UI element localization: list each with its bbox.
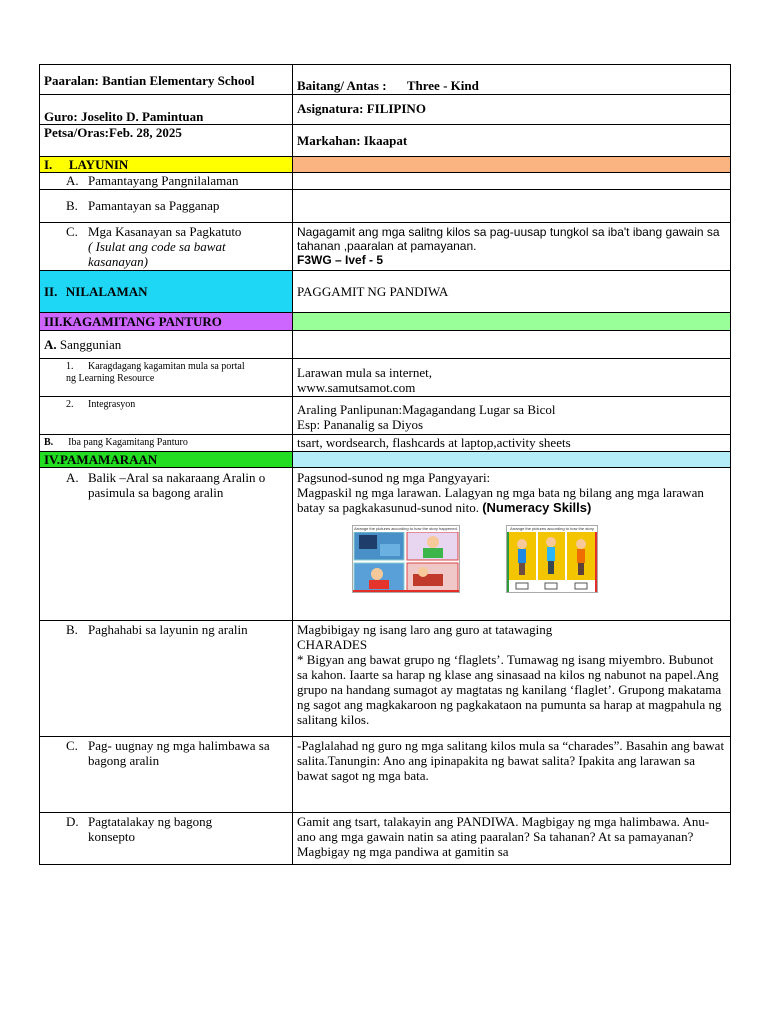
activity-pictures [297, 525, 726, 593]
pamamaraan-c-value [293, 737, 731, 813]
section-numeral: III. [44, 314, 63, 329]
resource-text: Larawan mula sa internet, [297, 365, 432, 380]
item-label: Pamantayan sa Pagganap [88, 198, 220, 213]
sequence-picture-2 [506, 525, 598, 593]
school-cell [40, 65, 293, 95]
game-instructions: * Bigyan ang bawat grupo ng ‘flaglets’. Tumawag ng isang miyembro. Bubunot sa kahon. Iaarte sa harap ng klase ang sinasaad na kilos ng nabunot na papel.Ang grupo na handang sumagot ay magtatas ng kanilang ‘flaglet’. Grupong makatama ng sagot ang magkakaroon ng pagkakataon na pumunta sa harap at magpahula ng salitang kilos. [297, 652, 722, 727]
integration-ap: Araling Panlipunan:Magagandang Lugar sa Bicol [297, 402, 556, 417]
item-number: 2. [66, 399, 74, 410]
item-label: Iba pang Kagamitang Panturo [68, 437, 188, 448]
integration-esp: Esp: Pananalig sa Diyos [297, 417, 424, 432]
topic-value: PAGGAMIT NG PANDIWA [297, 284, 449, 299]
kagamitan-b-cell [40, 435, 293, 452]
layunin-c-value [293, 223, 731, 271]
subject-value: Asignatura: FILIPINO [297, 101, 426, 116]
layunin-c-cell [40, 223, 293, 271]
lesson-plan-table [39, 64, 731, 865]
kagamitan-1-value [293, 359, 731, 397]
pamamaraan-b-cell [40, 621, 293, 737]
date-value: Petsa/Oras:Feb. 28, 2025 [44, 125, 182, 140]
example-presentation: -Paglalahad ng guro ng mga salitang kilos mula sa “charades”. Basahin ang bawat salita.Tanungin: Ano ang ipinapakita ng bawat salita? Ipakita ang larawan sa bawat sagot ng mga bata. [297, 738, 725, 783]
grade-label: Baitang/ Antas : [297, 78, 387, 93]
section-title: PAMAMARAAN [60, 452, 158, 467]
item-letter: B. [66, 622, 78, 637]
bedroom-sequence-illustration [353, 532, 459, 592]
item-label: Pagtatalakay ng bagong konsepto [88, 814, 213, 844]
section-title: LAYUNIN [68, 157, 129, 172]
item-letter: A. [66, 470, 79, 485]
item-label: Integrasyon [88, 399, 136, 410]
kagamitan-1-cell [40, 359, 293, 397]
pamamaraan-a-value [293, 468, 731, 621]
date-cell [40, 125, 293, 157]
lesson-plan-page [39, 64, 730, 865]
teacher-cell [40, 95, 293, 125]
quarter-value: Markahan: Ikaapat [297, 133, 408, 148]
pamamaraan-b-value [293, 621, 731, 737]
section-nilalaman-header [40, 271, 293, 313]
discussion-text: Gamit ang tsart, talakayin ang PANDIWA. Magbigay ng mga halimbawa. Anu-ano ang mga gawain natin sa ating paaralan? Sa tahanan? At sa pamayanan?Magbigay ng mga pandiwa at gamitin sa [297, 814, 710, 859]
grade-value: Three - Kind [406, 78, 479, 93]
pamamaraan-c-cell [40, 737, 293, 813]
section-title: NILALAMAN [65, 284, 148, 299]
section-layunin-fill [293, 157, 731, 173]
layunin-b-value [293, 190, 731, 223]
game-intro: Magbibigay ng isang laro ang guro at tatawaging [297, 622, 553, 637]
pamamaraan-a-cell [40, 468, 293, 621]
kagamitan-2-cell [40, 397, 293, 435]
picture-caption: Arrange the pictures according to how the story happened. [354, 526, 458, 531]
section-numeral: I. [44, 157, 53, 172]
item-letter: A. [44, 337, 57, 352]
item-label: Mga Kasanayan sa Pagkatuto [88, 224, 242, 239]
layunin-a-cell [40, 173, 293, 190]
item-label: Balik –Aral sa nakaraang Aralin o pasimula sa bagong aralin [88, 470, 266, 500]
item-letter: A. [66, 173, 79, 188]
competency-text: Nagagamit ang mga salitng kilos sa pag-uusap tungkol sa iba't ibang gawain sa tahanan ,paaralan at pamayanan. [297, 225, 720, 253]
item-label: Pag- uugnay ng mga halimbawa sa bagong aralin [88, 738, 270, 768]
grade-cell [293, 65, 731, 95]
person-sequence-illustration [507, 532, 597, 592]
school-name: Paaralan: Bantian Elementary School [44, 73, 255, 88]
item-letter: B. [44, 437, 54, 448]
competency-code: F3WG – Ivef - 5 [297, 253, 384, 267]
kagamitan-2-value [293, 397, 731, 435]
section-numeral: II. [44, 284, 58, 299]
item-letter: C. [66, 738, 78, 753]
nilalaman-value-cell [293, 271, 731, 313]
pamamaraan-d-cell [40, 813, 293, 865]
other-materials: tsart, wordsearch, flashcards at laptop,activity sheets [297, 435, 571, 450]
kagamitan-a-value [293, 331, 731, 359]
item-label: Karagdagang kagamitan mula sa portal ng Learning Resource [66, 361, 245, 384]
numeracy-skills-tag: (Numeracy Skills) [482, 500, 592, 515]
item-label: Sanggunian [59, 337, 122, 352]
item-label: Pamantayang Pangnilalaman [88, 173, 239, 188]
kagamitan-b-value [293, 435, 731, 452]
layunin-a-value [293, 173, 731, 190]
layunin-b-cell [40, 190, 293, 223]
resource-url: www.samutsamot.com [297, 380, 416, 395]
section-layunin-header [40, 157, 293, 173]
game-title: CHARADES [297, 637, 368, 652]
item-label: Paghahabi sa layunin ng aralin [88, 622, 248, 637]
section-numeral: IV. [44, 452, 61, 467]
item-letter: B. [66, 198, 78, 213]
section-pamamaraan-fill [293, 452, 731, 468]
kagamitan-a-cell [40, 331, 293, 359]
review-title: Pagsunod-sunod ng mga Pangyayari: [297, 470, 491, 485]
item-number: 1. [66, 361, 74, 372]
section-pamamaraan-header [40, 452, 293, 468]
item-letter: C. [66, 224, 78, 239]
item-note: ( Isulat ang code sa bawat kasanayan) [88, 239, 226, 269]
teacher-name: Guro: Joselito D. Pamintuan [44, 109, 204, 124]
quarter-cell [293, 125, 731, 157]
section-title: KAGAMITANG PANTURO [62, 314, 222, 329]
picture-caption: Arrange the pictures according to how the story [510, 526, 594, 531]
section-kagamitan-fill [293, 313, 731, 331]
sequence-picture-1 [352, 525, 460, 593]
pamamaraan-d-value [293, 813, 731, 865]
item-letter: D. [66, 814, 79, 829]
section-kagamitan-header [40, 313, 293, 331]
subject-cell [293, 95, 731, 125]
review-instructions: Magpaskil ng mga larawan. Lalagyan ng mga bata ng bilang ang mga larawan batay sa pagkakasunud-sunod nito. (Numeracy Skills) [297, 485, 704, 515]
